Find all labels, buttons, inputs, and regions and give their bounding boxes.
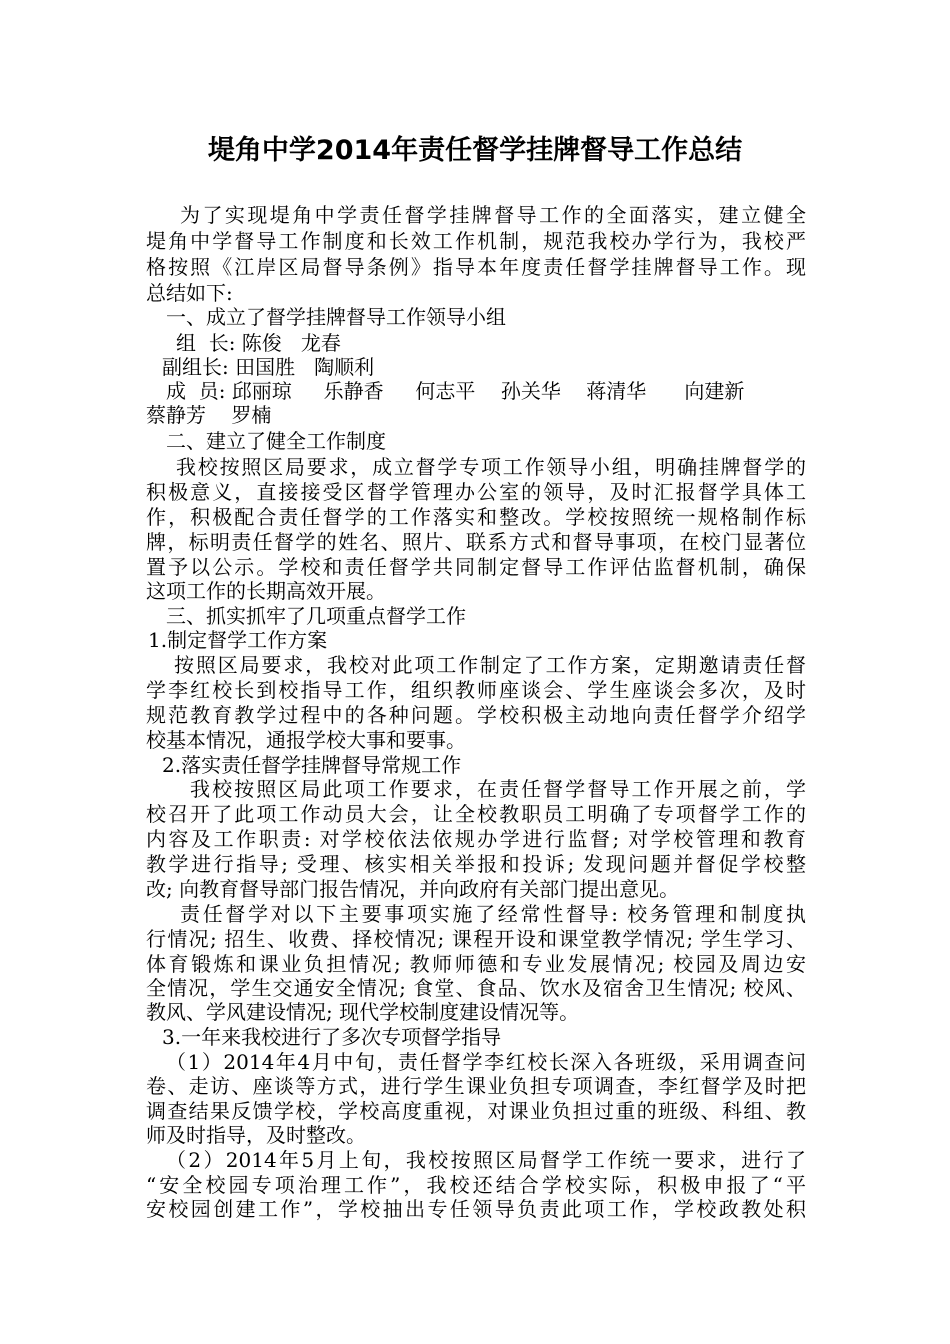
paragraph-line: 这项工作的长期高效开展。 xyxy=(146,579,386,603)
paragraph-line: 按照区局要求，我校对此项工作制定了工作方案，定期邀请责任督 xyxy=(174,653,806,677)
document-title: 堤角中学2014年责任督学挂牌督导工作总结 xyxy=(207,135,743,166)
paragraph-line: 体育锻炼和课业负担情况; 教师师德和专业发展情况; 校园及周边安 xyxy=(146,952,806,976)
paragraph-line: 调查结果反馈学校，学校高度重视，对课业负担过重的班级、科组、教 xyxy=(146,1099,806,1123)
section-heading: 三、抓实抓牢了几项重点督学工作 xyxy=(166,604,466,628)
paragraph-line: 卷、走访、座谈等方式，进行学生课业负担专项调查，李红督学及时把 xyxy=(146,1074,806,1098)
paragraph-line: 我校按照区局要求，成立督学专项工作领导小组，明确挂牌督学的 xyxy=(176,455,806,479)
section-heading: 二、建立了健全工作制度 xyxy=(166,429,386,453)
paragraph-line: 规范教育教学过程中的各种问题。学校积极主动地向责任督学介绍学 xyxy=(146,703,806,727)
paragraph-line: 学李红校长到校指导工作，组织教师座谈会、学生座谈会多次，及时 xyxy=(146,678,806,702)
paragraph-line: 教风、学风建设情况; 现代学校制度建设情况等。 xyxy=(146,1000,580,1024)
paragraph-line: 格按照《江岸区局督导条例》指导本年度责任督学挂牌督导工作。现 xyxy=(146,255,806,279)
paragraph-line: 积极意义，直接接受区督学管理办公室的领导，及时汇报督学具体工 xyxy=(146,480,806,504)
paragraph-line: （1）2014年4月中旬，责任督学李红校长深入各班级，采用调查问 xyxy=(166,1050,806,1074)
paragraph-line: 改; 向教育督导部门报告情况，并向政府有关部门提出意见。 xyxy=(146,877,680,901)
paragraph-line: （2）2014年5月上旬，我校按照区局督学工作统一要求，进行了 xyxy=(166,1148,806,1172)
paragraph-line: 为了实现堤角中学责任督学挂牌督导工作的全面落实，建立健全 xyxy=(180,203,806,227)
paragraph-line: 置予以公示。学校和责任督学共同制定督导工作评估监督机制，确保 xyxy=(146,555,806,579)
subsection-heading: 2.落实责任督学挂牌督导常规工作 xyxy=(162,753,462,777)
paragraph-line: 责任督学对以下主要事项实施了经常性督导: 校务管理和制度执 xyxy=(180,902,806,926)
deputy-leader-line: 副组长: 田国胜 陶顺利 xyxy=(162,355,375,379)
members-line: 成 员: 邱丽琼 乐静香 何志平 孙关华 蒋清华 向建新 xyxy=(166,379,745,403)
paragraph-line: “安全校园专项治理工作”，我校还结合学校实际，积极申报了“平 xyxy=(146,1173,806,1197)
paragraph-line: 总结如下: xyxy=(146,281,233,305)
paragraph-line: 行情况; 招生、收费、择校情况; 课程开设和课堂教学情况; 学生学习、 xyxy=(146,927,806,951)
paragraph-line: 教学进行指导; 受理、核实相关举报和投诉; 发现问题并督促学校整 xyxy=(146,852,806,876)
subsection-heading: 1.制定督学工作方案 xyxy=(148,628,328,652)
members-line-continued: 蔡静芳 罗楠 xyxy=(146,403,272,427)
group-leader-line: 组 长: 陈俊 龙春 xyxy=(176,331,341,355)
paragraph-line: 堤角中学督导工作制度和长效工作机制，规范我校办学行为，我校严 xyxy=(146,229,806,253)
paragraph-line: 校基本情况，通报学校大事和要事。 xyxy=(146,728,466,752)
section-heading: 一、成立了督学挂牌督导工作领导小组 xyxy=(166,305,506,329)
paragraph-line: 校召开了此项工作动员大会，让全校教职员工明确了专项督学工作的 xyxy=(146,802,806,826)
paragraph-line: 作，积极配合责任督学的工作落实和整改。学校按照统一规格制作标 xyxy=(146,505,806,529)
paragraph-line: 我校按照区局此项工作要求，在责任督学督导工作开展之前，学 xyxy=(190,777,806,801)
paragraph-line: 全情况，学生交通安全情况; 食堂、食品、饮水及宿舍卫生情况; 校风、 xyxy=(146,976,806,1000)
paragraph-line: 内容及工作职责: 对学校依法依规办学进行监督; 对学校管理和教育 xyxy=(146,827,806,851)
paragraph-line: 牌，标明责任督学的姓名、照片、联系方式和督导事项，在校门显著位 xyxy=(146,530,806,554)
paragraph-line: 师及时指导，及时整改。 xyxy=(146,1123,366,1147)
paragraph-line: 安校园创建工作”，学校抽出专任领导负责此项工作，学校政教处积 xyxy=(146,1197,806,1221)
subsection-heading: 3.一年来我校进行了多次专项督学指导 xyxy=(162,1025,502,1049)
